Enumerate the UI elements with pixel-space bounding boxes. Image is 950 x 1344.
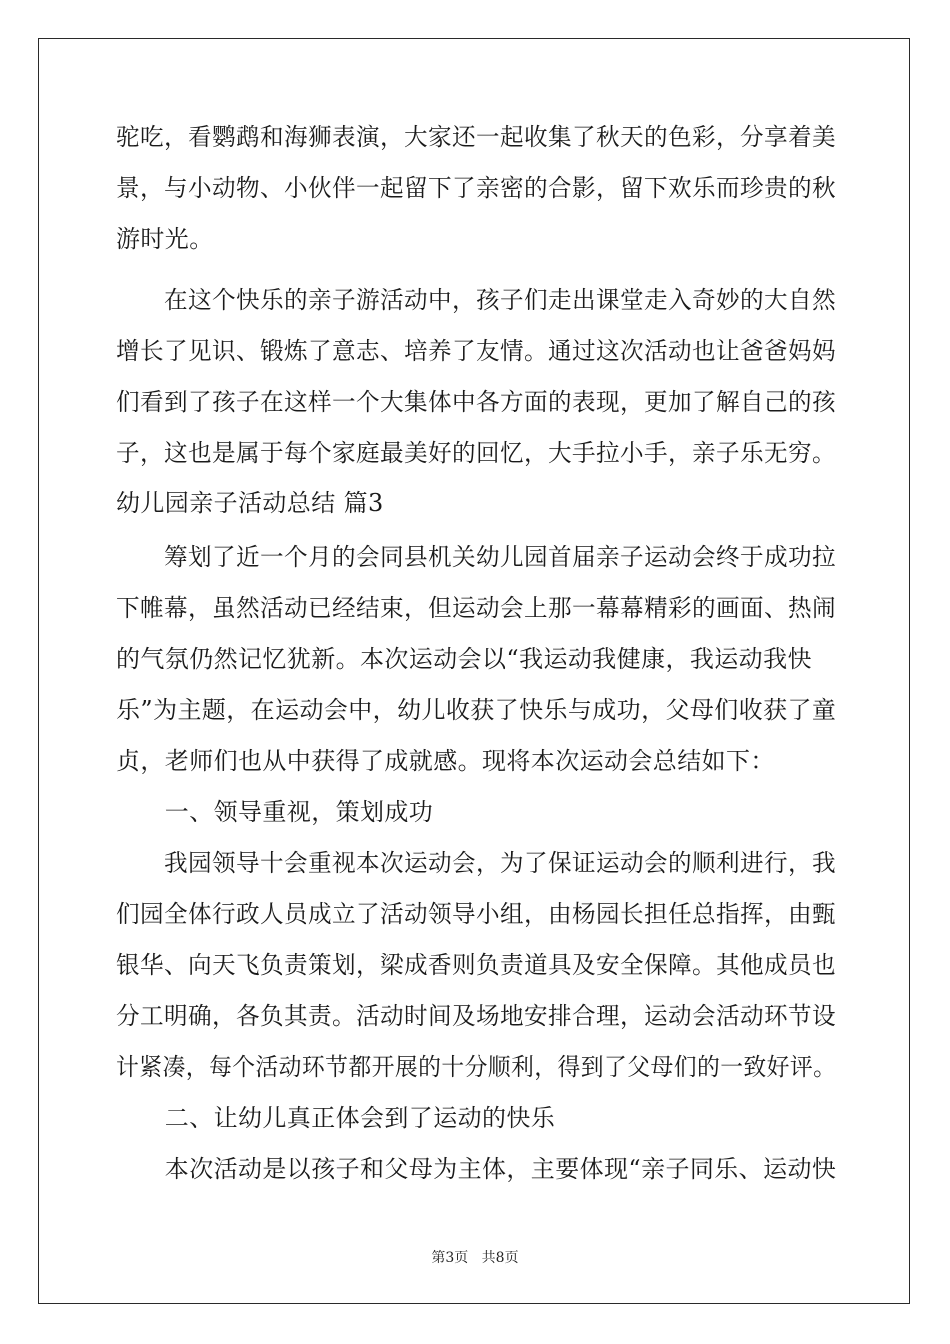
text-line: 下帷幕，虽然活动已经结束，但运动会上那一幕幕精彩的画面、热闹 — [116, 594, 836, 622]
text-line: 景，与小动物、小伙伴一起留下了亲密的合影，留下欢乐而珍贵的秋 — [116, 174, 836, 202]
text-line: 游时光。 — [116, 225, 214, 253]
subheading: 一、领导重视，策划成功 — [116, 798, 434, 826]
text-line: 增长了见识、锻炼了意志、培养了友情。通过这次活动也让爸爸妈妈 — [116, 337, 836, 365]
text-line: 们看到了孩子在这样一个大集体中各方面的表现，更加了解自己的孩 — [116, 388, 836, 416]
section-heading: 幼儿园亲子活动总结 篇3 — [116, 489, 384, 517]
subheading: 二、让幼儿真正体会到了运动的快乐 — [116, 1104, 556, 1132]
page-footer — [0, 1247, 950, 1267]
text-line: 在这个快乐的亲子游活动中，孩子们走出课堂走入奇妙的大自然 — [116, 286, 836, 314]
text-line: 贞，老师们也从中获得了成就感。现将本次运动会总结如下： — [116, 747, 775, 775]
text-line: 计紧凑，每个活动环节都开展的十分顺利，得到了父母们的一致好评。 — [116, 1053, 837, 1081]
text-line: 子，这也是属于每个家庭最美好的回忆，大手拉小手，亲子乐无穷。 — [116, 439, 836, 467]
text-line: 乐”为主题，在运动会中，幼儿收获了快乐与成功，父母们收获了童 — [116, 696, 837, 724]
page-total: 共8页 — [481, 1250, 519, 1266]
text-line: 筹划了近一个月的会同县机关幼儿园首届亲子运动会终于成功拉 — [116, 543, 836, 571]
text-line: 驼吃，看鹦鹉和海狮表演，大家还一起收集了秋天的色彩，分享着美 — [116, 123, 836, 151]
page-number: 第3页 — [431, 1250, 469, 1266]
text-line: 我园领导十会重视本次运动会，为了保证运动会的顺利进行，我 — [116, 849, 836, 877]
text-line: 银华、向天飞负责策划，梁成香则负责道具及安全保障。其他成员也 — [116, 951, 836, 979]
text-line: 分工明确，各负其责。活动时间及场地安排合理，运动会活动环节设 — [116, 1002, 836, 1030]
text-line: 的气氛仍然记忆犹新。本次运动会以“我运动我健康，我运动我快 — [116, 645, 812, 673]
text-line: 们园全体行政人员成立了活动领导小组，由杨园长担任总指挥，由甄 — [116, 900, 836, 928]
text-line: 本次活动是以孩子和父母为主体，主要体现“亲子同乐、运动快 — [116, 1155, 837, 1183]
